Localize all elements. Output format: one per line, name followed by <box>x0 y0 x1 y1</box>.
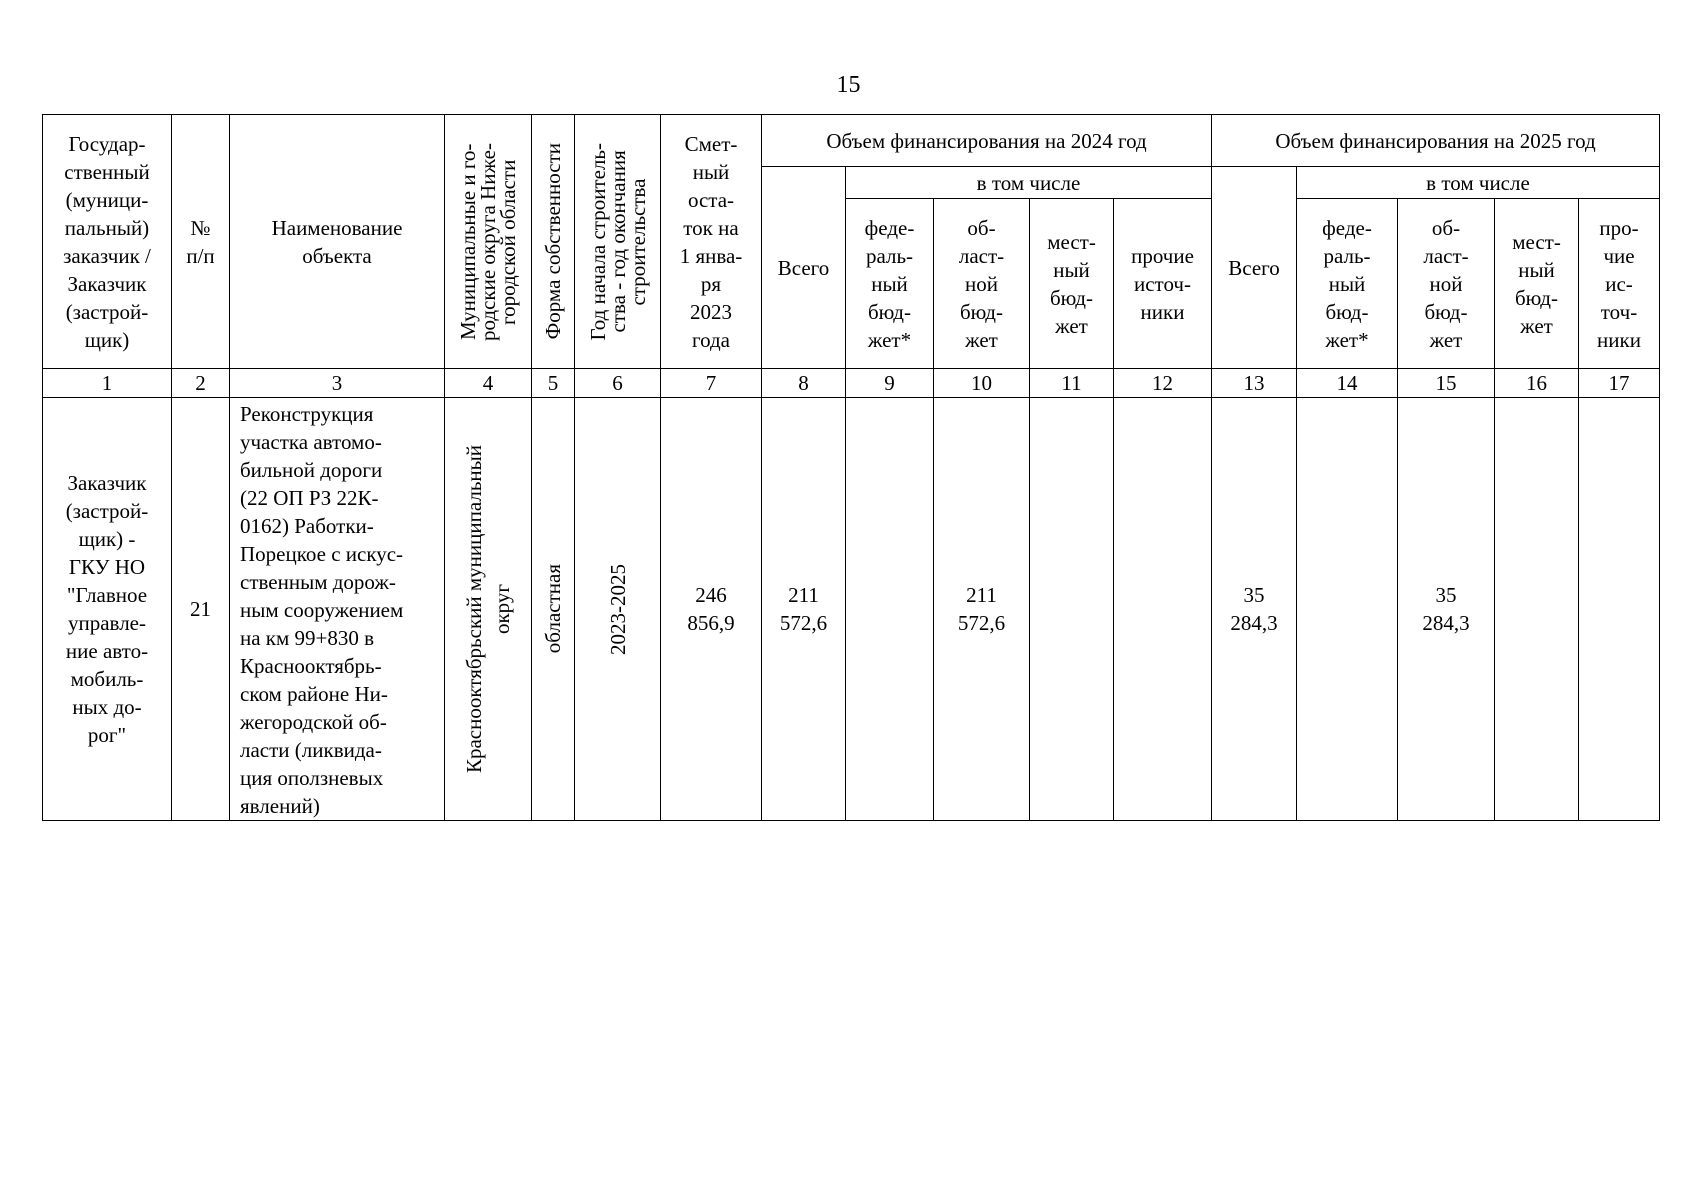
header-regional-2025: об- ласт- ной бюд- жет <box>1398 199 1495 369</box>
header-federal-2024: феде- раль- ный бюд- жет* <box>846 199 934 369</box>
row-local-2025 <box>1495 398 1579 821</box>
column-number: 15 <box>1398 369 1495 398</box>
row-total-2024: 211 572,6 <box>762 398 846 821</box>
header-fin-2024: Объем финансирования на 2024 год <box>762 115 1212 167</box>
row-regional-2025: 35 284,3 <box>1398 398 1495 821</box>
page-number: 15 <box>836 72 861 98</box>
header-num: № п/п <box>172 115 230 369</box>
column-number: 6 <box>575 369 661 398</box>
header-federal-2025: феде- раль- ный бюд- жет* <box>1297 199 1398 369</box>
column-number: 13 <box>1212 369 1297 398</box>
row-municipal: Краснооктябрьский муниципальный округ <box>445 398 532 821</box>
column-number: 10 <box>934 369 1030 398</box>
row-ownership: областная <box>532 398 575 821</box>
column-number: 4 <box>445 369 532 398</box>
header-ownership: Форма собственности <box>532 115 575 369</box>
row-federal-2024 <box>846 398 934 821</box>
column-number: 14 <box>1297 369 1398 398</box>
row-other-2024 <box>1114 398 1212 821</box>
header-regional-2024: об- ласт- ной бюд- жет <box>934 199 1030 369</box>
header-municipal: Муниципальные и го- родские округа Ниже- городской области <box>445 115 532 369</box>
column-number: 17 <box>1579 369 1660 398</box>
financing-table <box>42 114 1660 821</box>
header-other-2024: прочие источ- ники <box>1114 199 1212 369</box>
row-federal-2025 <box>1297 398 1398 821</box>
row-customer: Заказчик (застрой- щик) - ГКУ НО "Главное управле- ние авто- мобиль- ных до- рог" <box>43 398 172 821</box>
header-other-2025: про- чие ис- точ- ники <box>1579 199 1660 369</box>
column-number: 8 <box>762 369 846 398</box>
row-total-2025: 35 284,3 <box>1212 398 1297 821</box>
header-including-2025: в том числе <box>1297 167 1660 199</box>
row-regional-2024: 211 572,6 <box>934 398 1030 821</box>
column-number: 1 <box>43 369 172 398</box>
header-estimate: Смет- ный оста- ток на 1 янва- ря 2023 года <box>661 115 762 369</box>
header-name: Наименование объекта <box>230 115 445 369</box>
row-years: 2023-2025 <box>575 398 661 821</box>
row-estimate: 246 856,9 <box>661 398 762 821</box>
row-num: 21 <box>172 398 230 821</box>
column-number: 11 <box>1030 369 1114 398</box>
row-name: Реконструкция участка автомо- бильной дороги (22 ОП РЗ 22К- 0162) Работки- Порецкое с искус- ственным дорож- ным сооружением на км 99+830 в Краснооктябрь- ском районе Ни- жегородской об- ласти (ликвида- ция оползневых явлений) <box>230 398 445 821</box>
table-row <box>43 398 1660 821</box>
header-including-2024: в том числе <box>846 167 1212 199</box>
column-number: 12 <box>1114 369 1212 398</box>
column-number: 7 <box>661 369 762 398</box>
column-number: 3 <box>230 369 445 398</box>
header-customer: Государ- ственный (муници- пальный) заказчик / Заказчик (застрой- щик) <box>43 115 172 369</box>
column-number: 2 <box>172 369 230 398</box>
header-total-2024: Всего <box>762 167 846 369</box>
column-number: 9 <box>846 369 934 398</box>
column-number: 5 <box>532 369 575 398</box>
header-local-2025: мест- ный бюд- жет <box>1495 199 1579 369</box>
row-other-2025 <box>1579 398 1660 821</box>
header-fin-2025: Объем финансирования на 2025 год <box>1212 115 1660 167</box>
header-years: Год начала строитель- ства - год окончания строительства <box>575 115 661 369</box>
column-number: 16 <box>1495 369 1579 398</box>
header-local-2024: мест- ный бюд- жет <box>1030 199 1114 369</box>
header-total-2025: Всего <box>1212 167 1297 369</box>
column-number-row <box>43 369 1660 398</box>
row-local-2024 <box>1030 398 1114 821</box>
